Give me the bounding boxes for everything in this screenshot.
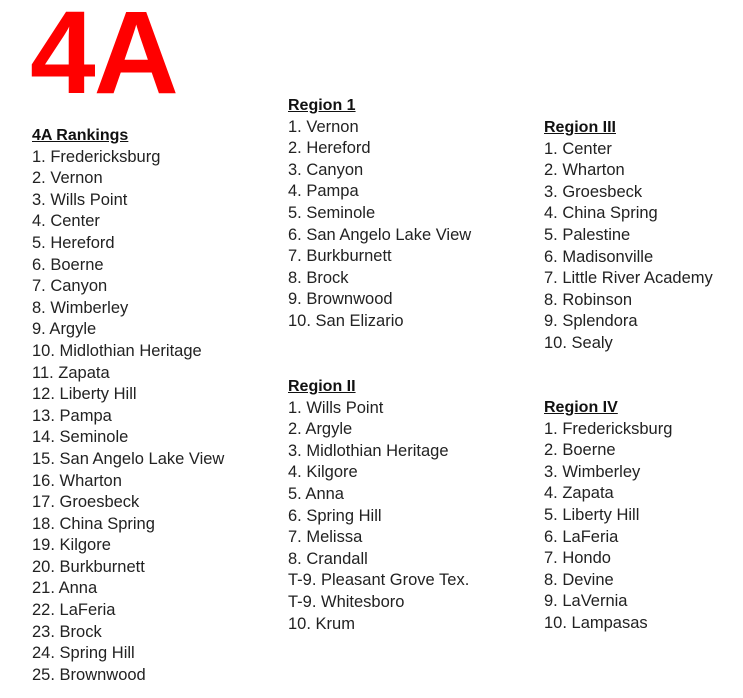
list-item: 2. Boerne <box>544 441 616 460</box>
list-item: 7. Canyon <box>32 277 108 296</box>
list-item: 11. Zapata <box>32 363 110 382</box>
list-item: 10. San Elizario <box>288 311 404 330</box>
rankings-heading: 4A Rankings <box>32 127 129 144</box>
list-item: 4. Zapata <box>544 484 614 503</box>
list-item: 7. Hondo <box>544 549 611 568</box>
list-item: 6. LaFeria <box>544 527 619 546</box>
region-4-list <box>544 419 672 635</box>
list-item: 8. Wimberley <box>32 298 129 317</box>
list-item: 9. Argyle <box>32 320 97 339</box>
list-item: 4. Pampa <box>288 182 359 201</box>
list-item: 3. Canyon <box>288 160 364 179</box>
rankings-list <box>32 147 224 687</box>
region-1-heading: Region 1 <box>288 97 356 114</box>
list-item: 2. Vernon <box>32 169 103 188</box>
region-1-section <box>288 95 471 333</box>
list-item: 16. Wharton <box>32 471 122 490</box>
list-item: 10. Krum <box>288 614 355 633</box>
list-item: 10. Lampasas <box>544 613 648 632</box>
list-item: 17. Groesbeck <box>32 493 140 512</box>
list-item: 18. China Spring <box>32 514 155 533</box>
list-item: 3. Midlothian Heritage <box>288 441 449 460</box>
list-item: 9. Brownwood <box>288 290 393 309</box>
list-item: 21. Anna <box>32 579 98 598</box>
region-2-list <box>288 398 469 636</box>
list-item: 1. Fredericksburg <box>544 419 673 438</box>
region-4-section <box>544 397 672 635</box>
list-item: T-9. Whitesboro <box>288 592 405 611</box>
list-item: 14. Seminole <box>32 428 129 447</box>
list-item: 8. Robinson <box>544 290 633 309</box>
list-item: 7. Little River Academy <box>544 269 713 288</box>
list-item: 7. Melissa <box>288 528 363 547</box>
list-item: 9. LaVernia <box>544 592 628 611</box>
list-item: 5. Palestine <box>544 225 631 244</box>
list-item: 9. Splendora <box>544 312 638 331</box>
region-3-list <box>544 139 713 355</box>
list-item: 5. Liberty Hill <box>544 505 640 524</box>
page-title: 4A <box>30 0 177 119</box>
list-item: 6. Spring Hill <box>288 506 382 525</box>
list-item: 4. Center <box>32 212 100 231</box>
list-item: 23. Brock <box>32 622 102 641</box>
list-item: 5. Anna <box>288 484 344 503</box>
list-item: 12. Liberty Hill <box>32 385 137 404</box>
list-item: 7. Burkburnett <box>288 247 392 266</box>
region-3-section <box>544 117 713 355</box>
list-item: 1. Vernon <box>288 117 359 136</box>
list-item: 13. Pampa <box>32 406 112 425</box>
list-item: 5. Hereford <box>32 233 115 252</box>
list-item: 1. Fredericksburg <box>32 147 161 166</box>
list-item: 10. Midlothian Heritage <box>32 341 202 360</box>
list-item: 10. Sealy <box>544 333 613 352</box>
rankings-section <box>32 125 224 686</box>
list-item: 3. Wimberley <box>544 462 641 481</box>
list-item: 25. Brownwood <box>32 665 146 684</box>
list-item: 3. Wills Point <box>32 190 128 209</box>
list-item: 2. Argyle <box>288 420 353 439</box>
list-item: 4. Kilgore <box>288 463 358 482</box>
list-item: 8. Brock <box>288 268 349 287</box>
list-item: 24. Spring Hill <box>32 644 135 663</box>
list-item: 6. Madisonville <box>544 247 654 266</box>
list-item: T-9. Pleasant Grove Tex. <box>288 571 470 590</box>
list-item: 19. Kilgore <box>32 536 111 555</box>
list-item: 2. Hereford <box>288 139 371 158</box>
list-item: 15. San Angelo Lake View <box>32 449 225 468</box>
list-item: 1. Wills Point <box>288 398 384 417</box>
list-item: 1. Center <box>544 139 612 158</box>
list-item: 22. LaFeria <box>32 601 116 620</box>
list-item: 3. Groesbeck <box>544 182 643 201</box>
list-item: 8. Crandall <box>288 549 368 568</box>
list-item: 6. Boerne <box>32 255 104 274</box>
list-item: 8. Devine <box>544 570 614 589</box>
list-item: 4. China Spring <box>544 204 658 223</box>
region-2-heading: Region II <box>288 378 356 395</box>
region-3-heading: Region III <box>544 119 616 136</box>
region-4-heading: Region IV <box>544 399 618 416</box>
region-1-list <box>288 117 471 333</box>
list-item: 20. Burkburnett <box>32 557 145 576</box>
list-item: 6. San Angelo Lake View <box>288 225 472 244</box>
region-2-section <box>288 376 469 635</box>
list-item: 5. Seminole <box>288 203 376 222</box>
list-item: 2. Wharton <box>544 161 625 180</box>
